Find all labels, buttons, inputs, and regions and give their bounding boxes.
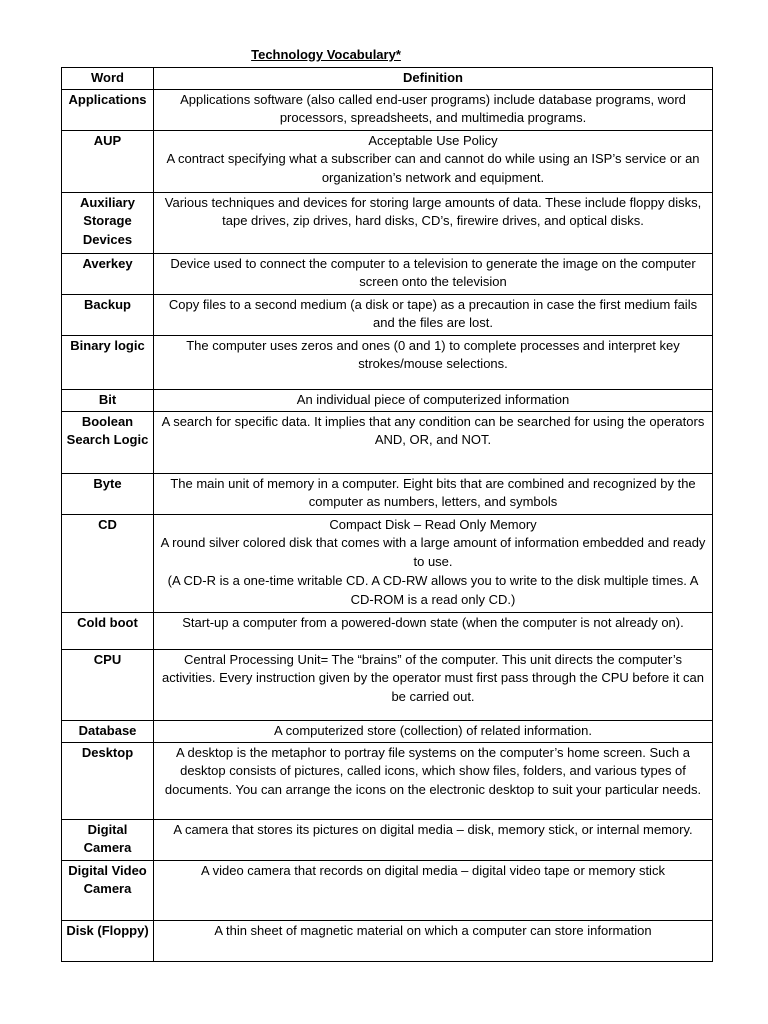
term-cell: Disk (Floppy) <box>62 920 154 961</box>
term-cell: Applications <box>62 89 154 130</box>
term-cell: AUP <box>62 130 154 192</box>
definition-text: Various techniques and devices for storing large amounts of data. These include floppy disks, tape drives, zip drives, hard disks, CD’s, firewire drives, and optical disks. <box>164 194 702 229</box>
definition-cell <box>154 192 713 253</box>
term-cell: Cold boot <box>62 612 154 649</box>
definition-cell <box>154 742 713 819</box>
definition-cell <box>154 253 713 294</box>
table-row <box>62 720 713 742</box>
table-row <box>62 920 713 961</box>
definition-text: A computerized store (collection) of related information. <box>274 722 592 738</box>
term-cell: Byte <box>62 473 154 514</box>
definition-text: The computer uses zeros and ones (0 and 1) to complete processes and interpret key strokes/mouse selections. <box>186 337 680 372</box>
table-row <box>62 649 713 720</box>
definition-text: A video camera that records on digital media – digital video tape or memory stick <box>201 862 665 878</box>
document-title: Technology Vocabulary* <box>251 47 401 62</box>
definition-cell <box>154 335 713 389</box>
definition-cell <box>154 89 713 130</box>
definition-text: Acceptable Use Policy <box>368 132 498 148</box>
term-cell: Digital Camera <box>62 819 154 860</box>
table-row <box>62 89 713 130</box>
table-row <box>62 130 713 192</box>
definition-text: A round silver colored disk that comes with a large amount of information embedded and ready to use. <box>160 535 706 570</box>
definition-cell <box>154 612 713 649</box>
term-cell: Database <box>62 720 154 742</box>
table-row <box>62 192 713 253</box>
definition-cell <box>154 130 713 192</box>
definition-cell <box>154 473 713 514</box>
term-cell: Backup <box>62 294 154 335</box>
term-cell: Binary logic <box>62 335 154 389</box>
definition-text: Applications software (also called end-user programs) include database programs, word processors, spreadsheets, and multimedia programs. <box>180 91 686 126</box>
definition-cell <box>154 411 713 473</box>
definition-text: Compact Disk – Read Only Memory <box>329 516 537 532</box>
definition-cell <box>154 920 713 961</box>
table-row <box>62 742 713 819</box>
term-cell: Boolean Search Logic <box>62 411 154 473</box>
definition-text: A camera that stores its pictures on digital media – disk, memory stick, or internal memory. <box>173 821 693 837</box>
vocabulary-table-body <box>62 89 713 961</box>
term-cell: Digital Video Camera <box>62 860 154 920</box>
table-row <box>62 473 713 514</box>
definition-text: Start-up a computer from a powered-down state (when the computer is not already on). <box>182 614 684 630</box>
table-row <box>62 411 713 473</box>
table-row <box>62 389 713 411</box>
definition-cell <box>154 720 713 742</box>
definition-cell <box>154 389 713 411</box>
definition-text: A desktop is the metaphor to portray file systems on the computer’s home screen. Such a desktop consists of pictures, called icons, which show files, folders, and various types of documents. You can arrange the icons on the electronic desktop to suit your particular needs. <box>164 744 702 798</box>
table-row <box>62 860 713 920</box>
term-cell: Bit <box>62 389 154 411</box>
definition-cell <box>154 514 713 612</box>
definition-cell <box>154 819 713 860</box>
definition-text: Copy files to a second medium (a disk or tape) as a precaution in case the first medium fails and the files are lost. <box>168 296 698 331</box>
definition-text: (A CD-R is a one-time writable CD. A CD-RW allows you to write to the disk multiple times. A CD-ROM is a read only CD.) <box>167 572 699 607</box>
definition-text: Device used to connect the computer to a television to generate the image on the computer screen onto the television <box>170 255 696 290</box>
term-cell: CPU <box>62 649 154 720</box>
definition-cell <box>154 649 713 720</box>
definition-cell <box>154 294 713 335</box>
definition-column-header: Definition <box>154 68 713 90</box>
term-cell: Auxiliary Storage Devices <box>62 192 154 253</box>
term-cell: CD <box>62 514 154 612</box>
table-row <box>62 819 713 860</box>
table-row <box>62 514 713 612</box>
term-cell: Desktop <box>62 742 154 819</box>
table-row <box>62 335 713 389</box>
definition-text: A contract specifying what a subscriber can and cannot do while using an ISP’s service or an organization’s network and equipment. <box>166 151 700 186</box>
definition-text: A search for specific data. It implies that any condition can be searched for using the operators AND, OR, and NOT. <box>161 413 705 448</box>
definition-cell <box>154 860 713 920</box>
definition-text: Central Processing Unit= The “brains” of the computer. This unit directs the computer’s activities. Every instruction given by the operator must first pass through the CPU before it can be carried out. <box>162 651 704 705</box>
word-column-header: Word <box>62 68 154 90</box>
term-cell: Averkey <box>62 253 154 294</box>
vocabulary-table <box>61 67 713 962</box>
table-header-row <box>62 68 713 90</box>
table-row <box>62 294 713 335</box>
table-row <box>62 253 713 294</box>
table-row <box>62 612 713 649</box>
definition-text: An individual piece of computerized information <box>296 391 570 407</box>
definition-text: A thin sheet of magnetic material on which a computer can store information <box>214 922 652 938</box>
definition-text: The main unit of memory in a computer. Eight bits that are combined and recognized by the computer as numbers, letters, and symbols <box>170 475 696 510</box>
